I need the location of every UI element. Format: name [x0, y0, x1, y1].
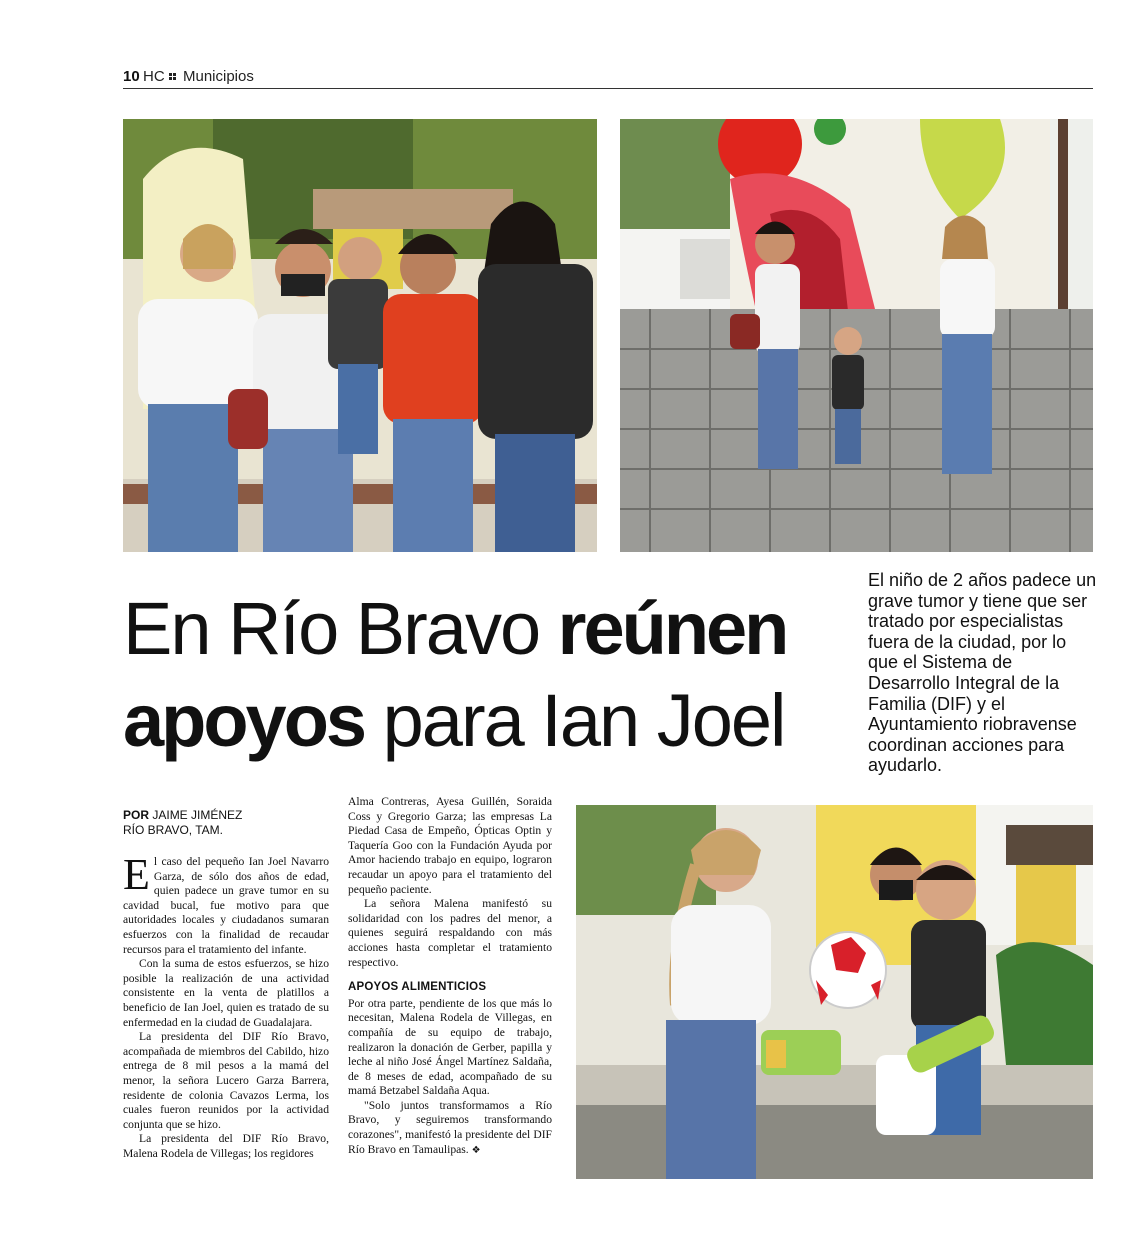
- subheading: APOYOS ALIMENTICIOS: [348, 981, 487, 994]
- article-column-2: [348, 795, 552, 1158]
- headline-light-1: En Río Bravo: [123, 587, 558, 670]
- article-paragraph: La señora Malena manifestó su solidaridad con los padres del menor, a quienes seguirá respaldando con más acciones hasta completar el tratamiento respectivo.: [348, 897, 552, 969]
- headline-line-1: [123, 583, 843, 675]
- headline-bold-1: reúnen: [557, 587, 787, 670]
- deck-summary: El niño de 2 años padece un grave tumor y tiene que ser tratado por especialistas fuera de la ciudad, por lo que el Sistema de Desarrollo Integral de la Familia (DIF) y el Ayuntamiento riobravense coordinan acciones para ayudarlo.: [868, 570, 1097, 776]
- article-paragraph: [123, 850, 329, 957]
- clown-mural-boy-photo: [620, 119, 1093, 552]
- article-paragraph: [348, 1099, 552, 1158]
- page-header: [123, 66, 1093, 89]
- article-paragraph: Con la suma de estos esfuerzos, se hizo posible la realización de una actividad consistente en la venta de platillos a beneficio de Ian Joel, quien es tratado de su enfermedad en la ciudad de Guadalajara.: [123, 957, 329, 1029]
- article-paragraph: Por otra parte, pendiente de los que más lo necesitan, Malena Rodela de Villegas, en compañía de su equipo de trabajo, realizaron la donación de Gerber, papilla y leche al niño José Ángel Martínez Saldaña, de 8 meses de edad, acompañado de su mamá Betzabel Saldaña Aqua.: [348, 996, 552, 1098]
- article-paragraph: La presidenta del DIF Río Bravo, acompañada de miembros del Cabildo, hizo entrega de 8 mil pesos a la mamá del menor, la señora Lucero Garza Barrera, residente de colonia Cavazos Lerma, los cuales fueron reunidos por la actividad conjunta que se hizo.: [123, 1030, 329, 1131]
- drop-cap: E: [123, 850, 150, 899]
- group-photo-five-people: [123, 119, 597, 552]
- byline-por: POR: [123, 808, 150, 822]
- headline-light-2: para Ian Joel: [364, 679, 785, 762]
- headline-line-2: [123, 675, 843, 767]
- byline: [123, 808, 343, 838]
- section-name: Municipios: [183, 68, 254, 85]
- end-mark-icon: ❖: [471, 1144, 481, 1156]
- byline-author: JAIME JIMÉNEZ: [149, 808, 243, 822]
- separator-dots-icon: [169, 73, 177, 81]
- headline-bold-2: apoyos: [123, 679, 365, 762]
- article-paragraph: Alma Contreras, Ayesa Guillén, Soraida Coss y Gregorio Garza; las empresas La Piedad Casa de Empeño, Ópticas Optin y Taquería Goo con la Fundación Ayuda por Amor haciendo trabajo en equipo, lograron recaudar un apoyo para el tratamiento del pequeño paciente.: [348, 795, 552, 896]
- byline-location: RÍO BRAVO, TAM.: [123, 823, 224, 837]
- headline: [123, 583, 843, 767]
- page-number: 10: [123, 68, 140, 85]
- article-paragraph: La presidenta del DIF Río Bravo, Malena Rodela de Villegas; los regidores: [123, 1132, 329, 1160]
- article-column-1: [123, 850, 329, 1161]
- woman-giving-ball-to-child-photo: [576, 805, 1093, 1179]
- article-paragraph-text: "Solo juntos transformamos a Río Bravo, y seguiremos transformando corazones", manifestó la presidente del DIF Río Bravo en Tamaulipas.: [348, 1098, 552, 1156]
- brand-logo: HC: [143, 68, 165, 85]
- article-paragraph-text: l caso del pequeño Ian Joel Navarro Garza, de sólo dos años de edad, quien padece un grave tumor en su cavidad bucal, fue motivo para que autoridades locales y ciudadanos sumaran esfuerzos con la finalidad de recaudar recursos para el tratamiento del infante.: [123, 855, 329, 956]
